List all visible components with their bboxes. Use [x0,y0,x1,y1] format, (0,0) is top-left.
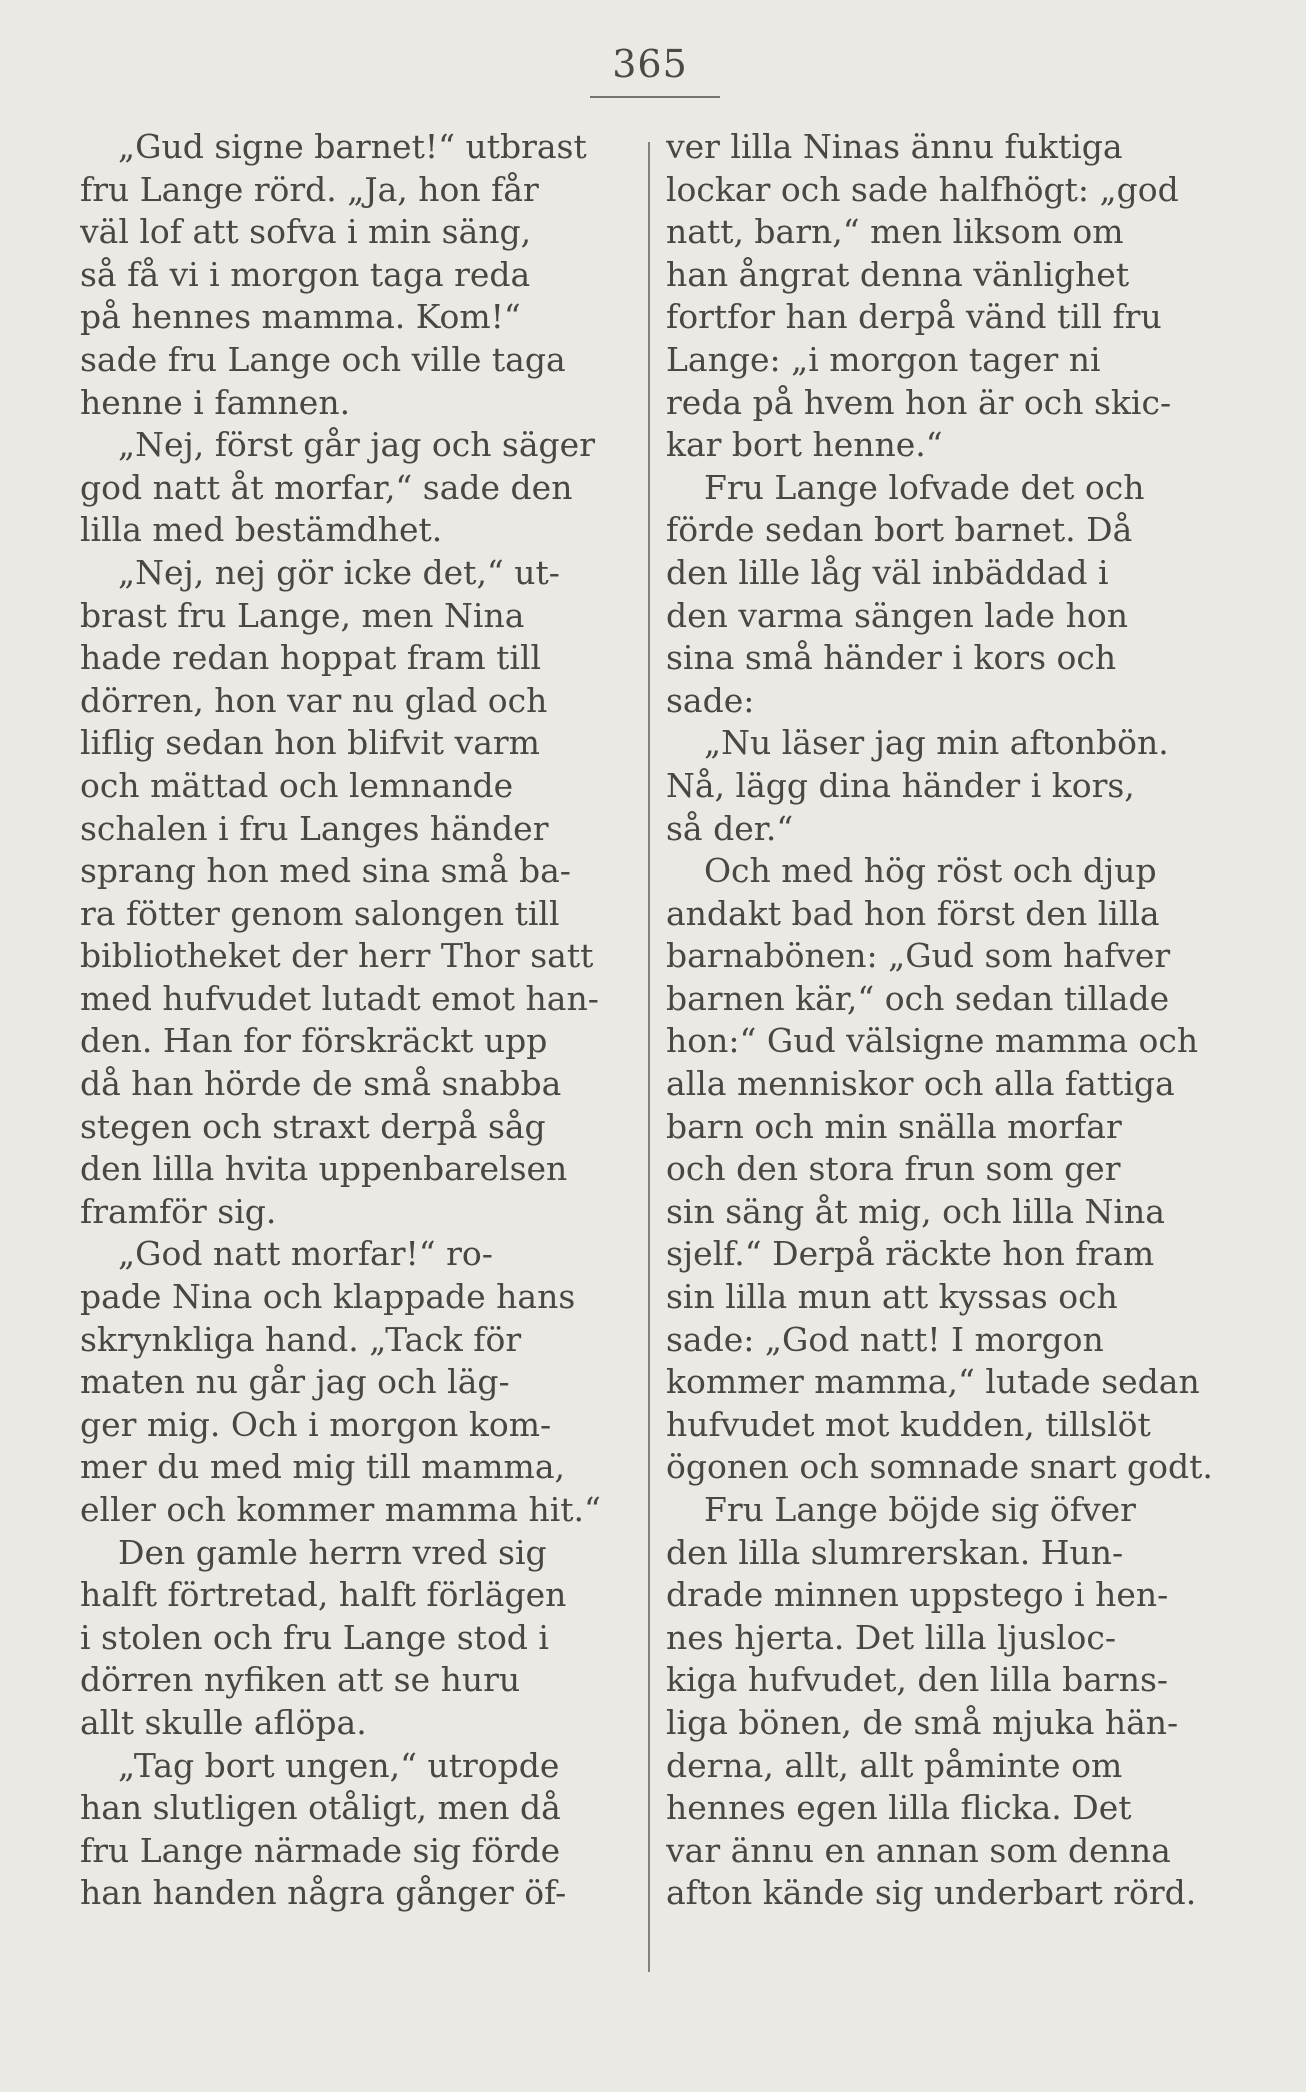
text-line: halft förtretad, halft förlägen [80,1575,567,1615]
text-line: Fru Lange lofvade det och [704,467,1145,507]
text-line: stegen och straxt derpå såg [80,1106,546,1146]
text-line: han slutligen otåligt, men då [80,1788,561,1828]
text-line: så få vi i morgon taga reda [80,254,531,294]
text-line: den varma sängen lade hon [666,595,1128,635]
text-line: den. Han for förskräckt upp [80,1021,548,1061]
text-line: andakt bad hon först den lilla [666,893,1160,933]
text-line: han ångrat denna vänlighet [666,254,1130,294]
text-line: sade: „God natt! I morgon [666,1319,1104,1359]
text-line: Och med hög röst och djup [704,851,1157,891]
text-line: framför sig. [80,1191,277,1231]
right-text-column [666,126,1226,1915]
text-line: den lille låg väl inbäddad i [666,552,1109,592]
text-line: schalen i fru Langes händer [80,808,549,848]
text-line: dörren, hon var nu glad och [80,680,548,720]
text-line: på hennes mamma. Kom!“ [80,297,521,337]
text-line: fru Lange rörd. „Ja, hon får [80,169,539,209]
text-line: ra fötter genom salongen till [80,893,560,933]
text-line: kommer mamma,“ lutade sedan [666,1362,1200,1402]
text-line: brast fru Lange, men Nina [80,595,525,635]
text-line: då han hörde de små snabba [80,1064,562,1104]
text-line: afton kände sig underbart rörd. [666,1873,1197,1913]
left-text-column [80,126,640,1915]
text-line: förde sedan bort barnet. Då [666,510,1133,550]
text-line: henne i famnen. [80,382,351,422]
text-line: sade: [666,680,755,720]
text-line: hon:“ Gud välsigne mamma och [666,1021,1199,1061]
text-line: „Nu läser jag min aftonbön. [704,723,1169,763]
text-line: han handen några gånger öf- [80,1873,567,1913]
text-line: sin lilla mun att kyssas och [666,1277,1118,1317]
text-line: Fru Lange böjde sig öfver [704,1490,1136,1529]
text-line: eller och kommer mamma hit.“ [80,1490,601,1529]
text-line: „Nej, nej gör icke det,“ ut- [118,552,560,592]
text-line: „God natt morfar!“ ro- [118,1234,493,1274]
text-line: lilla med bestämdhet. [80,510,443,550]
text-line: med hufvudet lutadt emot han- [80,978,599,1018]
text-line: lockar och sade halfhögt: „god [666,169,1179,209]
text-line: „Gud signe barnet!“ utbrast [118,127,587,166]
text-line: Lange: „i morgon tager ni [666,339,1101,379]
text-line: derna, allt, allt påminte om [666,1745,1123,1785]
text-line: och mättad och lemnande [80,765,514,805]
text-line: sjelf.“ Derpå räckte hon fram [666,1234,1155,1274]
text-line: sade fru Lange och ville taga [80,339,566,379]
text-line: barn och min snälla morfar [666,1106,1122,1146]
text-line: i stolen och fru Lange stod i [80,1617,549,1657]
text-line: dörren nyfiken att se huru [80,1660,521,1700]
text-line: var ännu en annan som denna [666,1830,1171,1870]
header-rule [590,96,720,98]
text-line: „Nej, först går jag och säger [118,425,595,465]
text-line: den lilla hvita uppenbarelsen [80,1149,568,1189]
text-line: och den stora frun som ger [666,1149,1121,1189]
text-line: ger mig. Och i morgon kom- [80,1404,552,1444]
text-line: den lilla slumrerskan. Hun- [666,1532,1124,1572]
text-line: mer du med mig till mamma, [80,1447,565,1487]
text-line: ögonen och somnade snart godt. [666,1447,1213,1487]
text-line: pade Nina och klappade hans [80,1277,576,1317]
text-line: sin säng åt mig, och lilla Nina [666,1191,1165,1231]
text-line: Den gamle herrn vred sig [118,1532,547,1572]
text-line: sina små händer i kors och [666,638,1117,678]
text-line: nes hjerta. Det lilla ljusloc- [666,1617,1117,1657]
text-line: „Tag bort ungen,“ utropde [118,1745,560,1785]
text-line: kiga hufvudet, den lilla barns- [666,1660,1169,1700]
text-line: god natt åt morfar,“ sade den [80,467,573,507]
text-line: kar bort henne.“ [666,425,943,465]
text-line: alla menniskor och alla fattiga [666,1064,1175,1104]
text-line: fru Lange närmade sig förde [80,1830,561,1870]
text-line: barnen kär,“ och sedan tillade [666,978,1170,1018]
text-line: hufvudet mot kudden, tillslöt [666,1404,1151,1444]
text-line: Nå, lägg dina händer i kors, [666,765,1135,805]
text-line: natt, barn,“ men liksom om [666,212,1124,252]
page-number: 365 [612,42,688,86]
text-line: bibliotheket der herr Thor satt [80,936,594,976]
text-line: barnabönen: „Gud som hafver [666,936,1171,976]
column-divider [648,142,650,1972]
text-line: drade minnen uppstego i hen- [666,1575,1169,1615]
text-line: maten nu går jag och läg- [80,1362,510,1402]
text-line: liga bönen, de små mjuka hän- [666,1702,1179,1742]
text-line: hennes egen lilla flicka. Det [666,1788,1132,1828]
text-line: väl lof att sofva i min säng, [80,212,532,252]
text-line: ver lilla Ninas ännu fuktiga [666,127,1123,166]
text-line: reda på hvem hon är och skic- [666,382,1172,422]
text-line: allt skulle aflöpa. [80,1702,367,1742]
text-line: liflig sedan hon blifvit varm [80,723,540,763]
text-line: så der.“ [666,808,794,848]
text-line: fortfor han derpå vänd till fru [666,297,1162,337]
text-line: skrynkliga hand. „Tack för [80,1319,522,1359]
text-line: sprang hon med sina små ba- [80,851,571,891]
text-line: hade redan hoppat fram till [80,638,542,678]
